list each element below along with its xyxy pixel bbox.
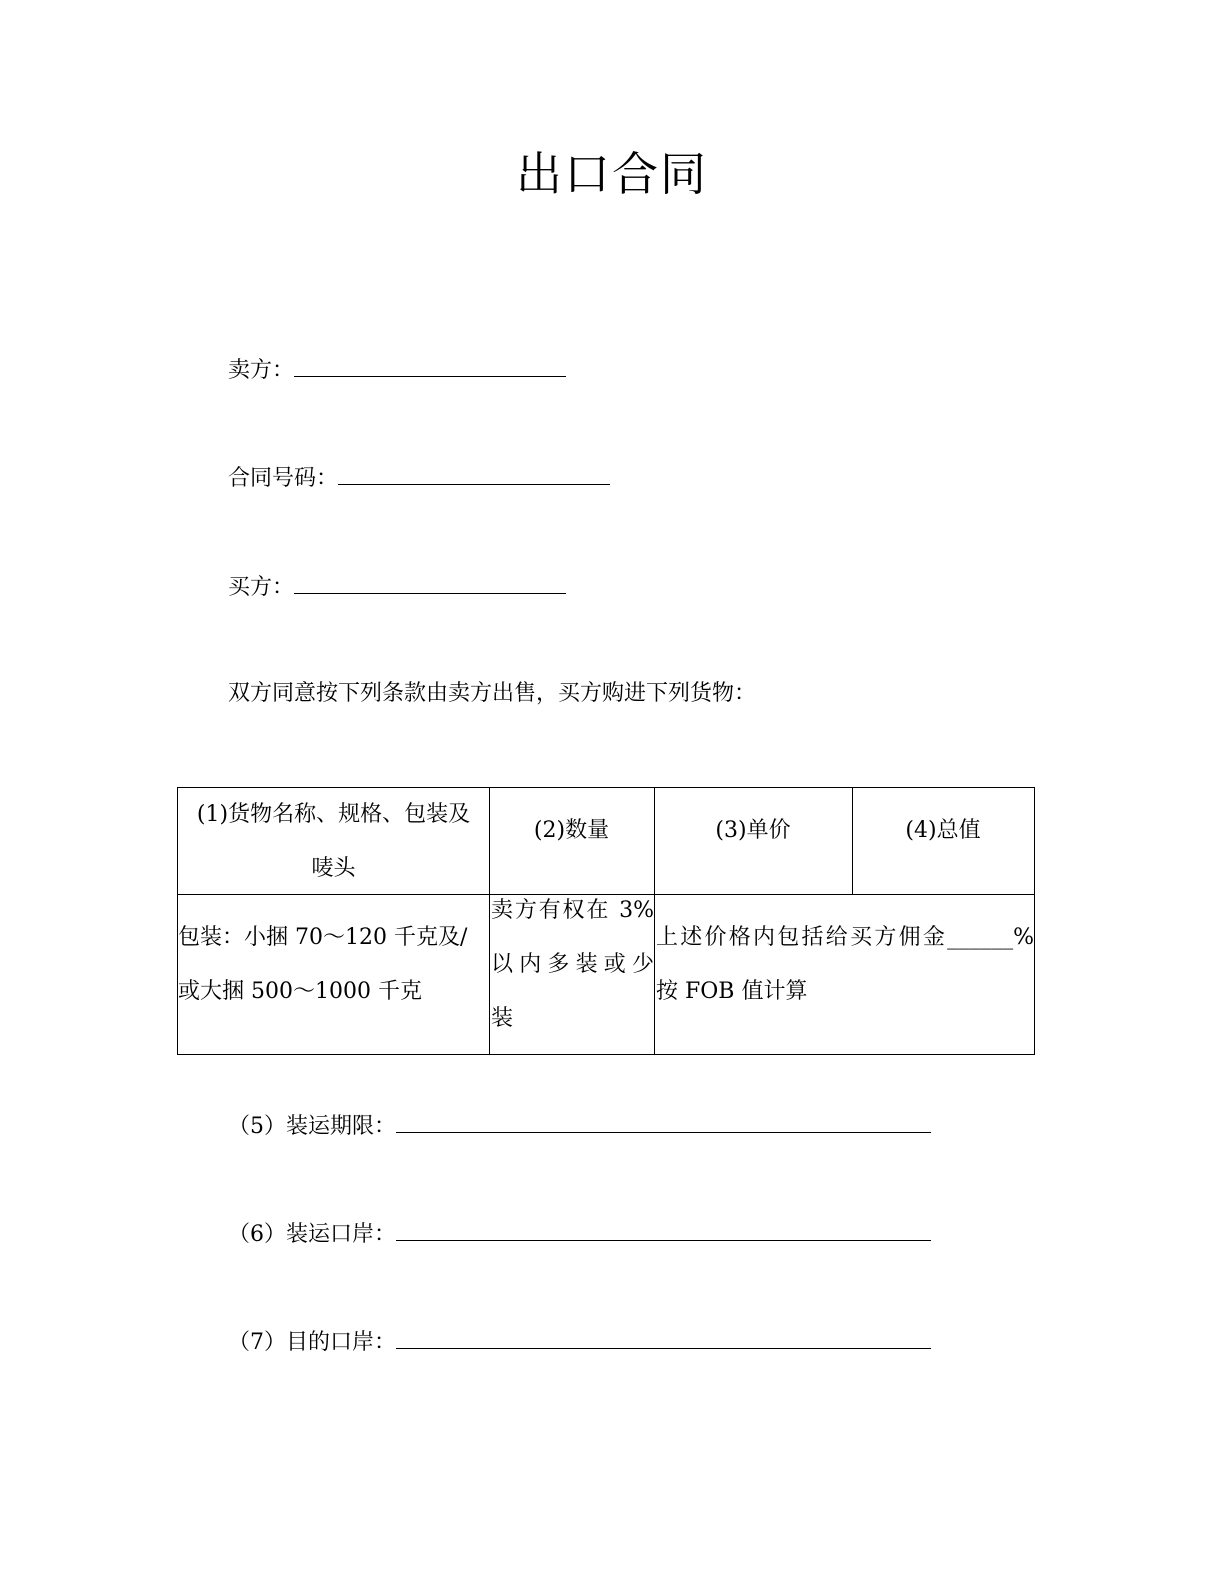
header-goods-line1: (1)货物名称、规格、包装及 [196, 802, 471, 827]
buyer-label: 买方： [228, 575, 295, 600]
seller-field [228, 354, 566, 386]
header-quantity: (2)数量 [533, 818, 610, 843]
header-goods-line2: 唛头 [311, 856, 356, 881]
cell-quantity-allowance [491, 884, 654, 1046]
shipment-period-blank-line[interactable] [396, 1110, 931, 1133]
price-line1: 上述价格内包括给买方佣金______% [656, 925, 1034, 950]
seller-blank-line[interactable] [294, 354, 566, 377]
quantity-line3: 装 [491, 1006, 514, 1031]
price-line2: 按 FOB 值计算 [656, 979, 808, 1004]
loading-port-field [228, 1218, 931, 1250]
quantity-line1: 卖方有权在 3% [491, 898, 654, 923]
shipment-period-label: （5）装运期限： [228, 1114, 396, 1139]
buyer-field [228, 571, 566, 603]
packing-line1: 包装：小捆 70～120 千克及/ [178, 925, 468, 950]
loading-port-blank-line[interactable] [396, 1218, 931, 1241]
loading-port-label: （6）装运口岸： [228, 1222, 396, 1247]
quantity-line2: 以内多装或少 [491, 952, 654, 977]
goods-table [177, 787, 1035, 1055]
destination-port-blank-line[interactable] [396, 1326, 931, 1349]
cell-packing [178, 911, 489, 1019]
destination-port-field [228, 1326, 931, 1358]
cell-price-commission [656, 911, 1034, 1019]
destination-port-label: （7）目的口岸： [228, 1330, 396, 1355]
intro-paragraph: 双方同意按下列条款由卖方出售，买方购进下列货物： [228, 681, 757, 706]
document-title: 出口合同 [516, 147, 708, 201]
header-unit-price: (3)单价 [715, 818, 791, 843]
header-goods-description [178, 788, 489, 894]
contract-number-label: 合同号码： [228, 466, 339, 491]
header-total-value: (4)总值 [905, 818, 981, 843]
contract-number-field [228, 462, 610, 494]
packing-line2: 或大捆 500～1000 千克 [178, 979, 422, 1004]
buyer-blank-line[interactable] [294, 571, 566, 594]
shipment-period-field [228, 1110, 931, 1142]
contract-number-blank-line[interactable] [338, 462, 610, 485]
seller-label: 卖方： [228, 358, 295, 383]
